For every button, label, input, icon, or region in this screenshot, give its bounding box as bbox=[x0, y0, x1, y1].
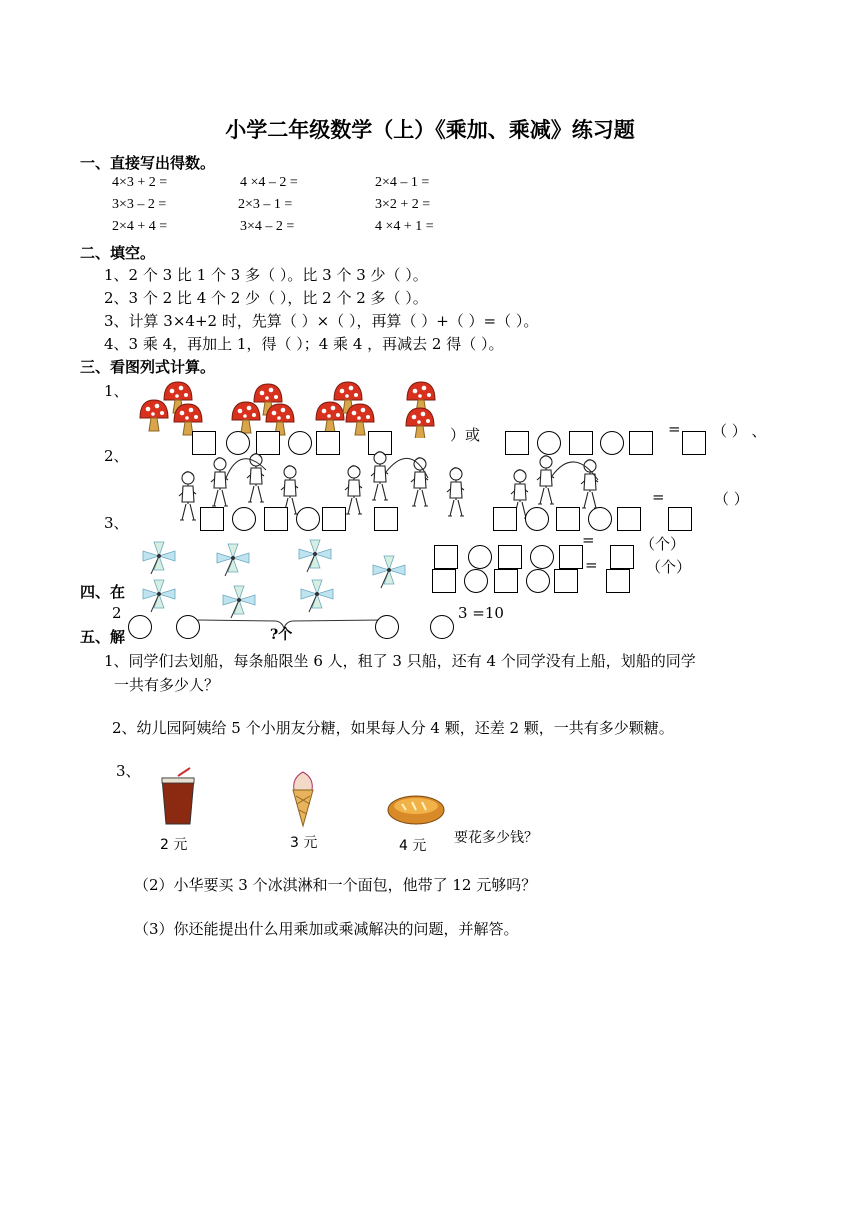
answer-box[interactable] bbox=[493, 507, 517, 531]
mushrooms-illustration bbox=[138, 378, 438, 438]
answer-box[interactable] bbox=[434, 545, 458, 569]
question-count: ?个 bbox=[270, 627, 293, 643]
section3-heading: 三、看图列式计算。 bbox=[80, 358, 216, 376]
price-bread: 4 元 bbox=[399, 838, 427, 854]
s1-r2-c1: 3×3 – 2 = bbox=[112, 197, 167, 212]
unit-ge: （个） bbox=[640, 535, 686, 553]
operator-circle[interactable] bbox=[526, 569, 550, 593]
drink-cup-icon bbox=[156, 766, 200, 830]
section4-heading: 四、在 bbox=[80, 583, 126, 601]
answer-box[interactable] bbox=[200, 507, 224, 531]
s5-problem-1-line1: 1、同学们去划船，每条船限坐 6 人，租了 3 只船，还有 4 个同学没有上船，划船的同学 bbox=[104, 652, 696, 670]
answer-box[interactable] bbox=[617, 507, 641, 531]
answer-box[interactable] bbox=[264, 507, 288, 531]
section5-heading: 五、解 bbox=[80, 628, 126, 646]
answer-box[interactable] bbox=[606, 569, 630, 593]
answer-box[interactable] bbox=[432, 569, 456, 593]
equals-sign: = bbox=[668, 420, 681, 438]
answer-box[interactable] bbox=[556, 507, 580, 531]
operator-circle[interactable] bbox=[128, 615, 152, 639]
s1-r3-c1: 2×4 + 4 = bbox=[112, 219, 168, 234]
equals-sign: = bbox=[585, 556, 598, 574]
ice-cream-icon bbox=[288, 768, 318, 830]
operator-circle[interactable] bbox=[232, 507, 256, 531]
pinwheels-illustration bbox=[135, 538, 425, 620]
s1-r1-c2: 4 ×4 – 2 = bbox=[240, 175, 298, 190]
answer-box[interactable] bbox=[374, 507, 398, 531]
s5-question-2: （2）小华要买 3 个冰淇淋和一个面包，他带了 12 元够吗？ bbox=[134, 876, 537, 894]
page-title: 小学二年级数学（上）《乘加、乘减》练习题 bbox=[225, 118, 635, 142]
s5-problem-1-line2: 一共有多少人？ bbox=[114, 676, 220, 694]
s5-question-3: （3）你还能提出什么用乘加或乘减解决的问题，并解答。 bbox=[134, 920, 519, 938]
answer-box[interactable] bbox=[322, 507, 346, 531]
answer-box[interactable] bbox=[494, 569, 518, 593]
answer-box[interactable] bbox=[610, 545, 634, 569]
operator-circle[interactable] bbox=[430, 615, 454, 639]
s3-number-3: 3、 bbox=[104, 514, 129, 532]
operator-circle[interactable] bbox=[296, 507, 320, 531]
operator-circle[interactable] bbox=[525, 507, 549, 531]
s2-item-4: 4、3 乘 4，再加上 1，得（ ）；4 乘 4 ，再减去 2 得（ ）。 bbox=[104, 335, 504, 353]
answer-box[interactable] bbox=[668, 507, 692, 531]
s1-r2-c2: 2×3 – 1 = bbox=[238, 197, 293, 212]
s1-r1-c1: 4×3 + 2 = bbox=[112, 175, 168, 190]
s2-item-3: 3、计算 3×4+2 时，先算（ ）×（ ），再算（ ）+（ ）=（ ）。 bbox=[104, 312, 539, 330]
unit-ge: （个） bbox=[646, 558, 692, 576]
bread-icon bbox=[386, 792, 446, 828]
s5-problem-2: 2、幼儿园阿姨给 5 个小朋友分糖，如果每人分 4 颗，还差 2 颗，一共有多少颗糖。 bbox=[112, 719, 674, 737]
section2-heading: 二、填空。 bbox=[80, 244, 156, 262]
price-drink: 2 元 bbox=[160, 837, 188, 853]
answer-box[interactable] bbox=[498, 545, 522, 569]
operator-circle[interactable] bbox=[375, 615, 399, 639]
section1-heading: 一、直接写出得数。 bbox=[80, 154, 216, 172]
answer-box[interactable] bbox=[559, 545, 583, 569]
s5-problem-3-number: 3、 bbox=[116, 762, 141, 780]
operator-circle[interactable] bbox=[464, 569, 488, 593]
equals-sign: = bbox=[582, 531, 595, 549]
s3-number-2: 2、 bbox=[104, 447, 129, 465]
s2-item-2: 2、3 个 2 比 4 个 2 少（ ），比 2 个 2 多（ ）。 bbox=[104, 289, 428, 307]
operator-circle[interactable] bbox=[530, 545, 554, 569]
unit-paren: （ ） 、 bbox=[712, 422, 767, 440]
s1-r2-c3: 3×2 + 2 = bbox=[375, 197, 431, 212]
equals-sign: = bbox=[652, 488, 665, 506]
unit-paren: （ ） bbox=[714, 490, 749, 508]
or-text: ）或 bbox=[450, 426, 481, 444]
answer-box[interactable] bbox=[682, 431, 706, 455]
s3-number-1: 1、 bbox=[104, 382, 129, 400]
s1-r1-c3: 2×4 – 1 = bbox=[375, 175, 430, 190]
s1-r3-c3: 4 ×4 + 1 = bbox=[375, 219, 434, 234]
operator-circle[interactable] bbox=[588, 507, 612, 531]
s4-tail: 3 =10 bbox=[458, 604, 504, 622]
s1-r3-c2: 3×4 – 2 = bbox=[240, 219, 295, 234]
answer-box[interactable] bbox=[629, 431, 653, 455]
s5-question-1-tail: 要花多少钱？ bbox=[454, 830, 538, 846]
answer-box[interactable] bbox=[554, 569, 578, 593]
operator-circle[interactable] bbox=[468, 545, 492, 569]
price-icecream: 3 元 bbox=[290, 835, 318, 851]
s2-item-1: 1、2 个 3 比 1 个 3 多（ ）。比 3 个 3 少（ ）。 bbox=[104, 266, 428, 284]
s4-number: 2 bbox=[112, 604, 122, 622]
